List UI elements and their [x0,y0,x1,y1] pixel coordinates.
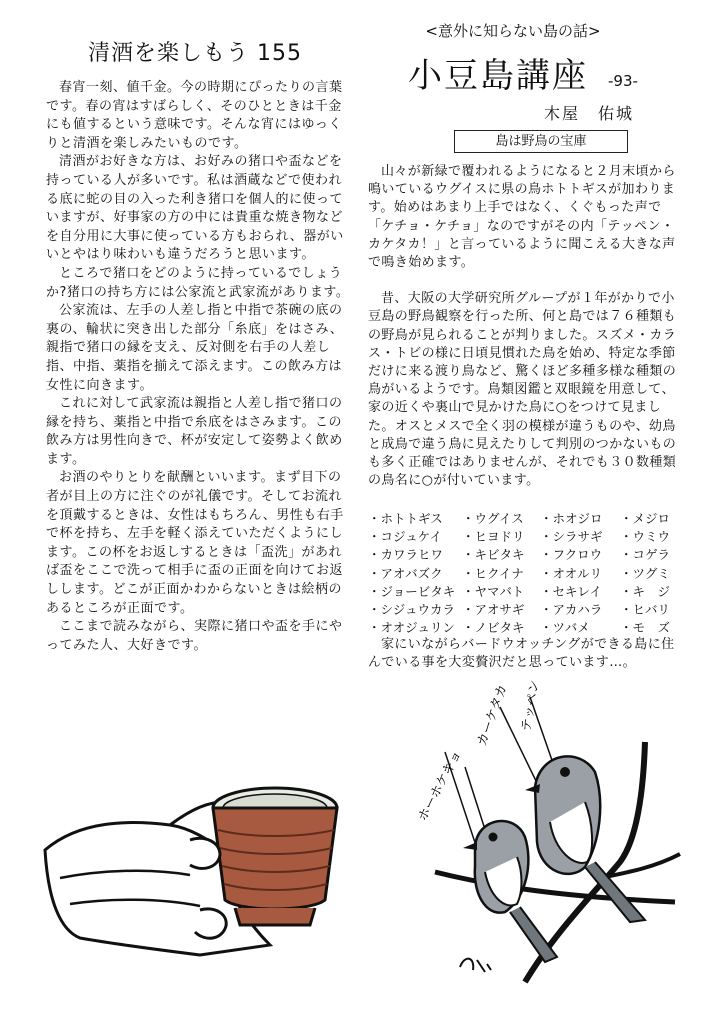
bird-item: ・オオジュリン [368,620,455,636]
bird-item: ・セキレイ [540,583,602,599]
bird-item: ・キビタキ [462,547,525,563]
bird-list [368,510,678,637]
bird-item: ・ツグミ [620,565,670,581]
bird-item: ・ヒバリ [620,602,671,618]
closing-paragraph [368,636,686,672]
subtitle-box: 島は野鳥の宝庫 [454,130,628,153]
bird-call-text: カーケタカ [474,682,511,749]
birds-on-branch-illustration [405,672,690,1002]
bird-call-text: ホーホケキョ [415,747,466,824]
bird-call-text: テッペン [519,678,543,733]
bird-item: ・アオバズク [368,565,443,581]
bird-item: ・モ ズ [620,620,671,636]
bird-item: ・キ ジ [620,583,671,599]
bird-item: ・ツバメ [540,620,590,636]
paragraph: ここまで読みながら、実際に猪口や盃を手にやってみた人、大好きです。 [46,619,343,653]
sake-column-body [46,79,350,655]
series-label: <意外に知らない島の話> [425,22,601,40]
bird-item: ・ホオジロ [540,511,603,526]
bird-item: ・ホトトギス [368,511,443,526]
paragraph: ところで猪口をどのように持っているでしょうか?猪口の持ち方には公家流と武家流があります。 [46,265,350,300]
bird-item: ・ウミウ [620,529,671,545]
sake-cup-hand-illustration [40,780,360,960]
bird-item: ・アカハラ [540,602,603,618]
author-name: 木屋 佑城 [544,104,635,123]
paragraph: 昔、大阪の大学研究所グループが１年がかりで小豆島の野鳥観察を行った所、何と島では７６種類もの野鳥が見られることが判りました。スズメ・カラス・トビの様に日頃見慣れた鳥を始め、特定な季節だけに来る渡り鳥など、驚くほど多種多様な種類の鳥がいるようです。鳥類図鑑と双眼鏡を用意して、家の近くや裏山で見かけた鳥に○をつけて見ました。オスとメスで全く羽の模様が違うものや、幼鳥と成鳥で違う鳥に見えたりして判別のつかないものも多く正確ではありませんが、それでも３０数種類の鳥名に○が付いています。 [368,291,677,489]
bird-item: ・コジュケイ [368,529,442,545]
paragraph: 清酒がお好きな方は、お好みの猪口や盃などを持っている人が多いです。私は酒蔵などで使われる底に蛇の目の入った利き猪口を個人的に使っていますが、好事家の方の中には貴重な焼き物などを自分用に大事に使っている方もおられ、器がいいとやはり味わいも違うだろうと思います。 [46,154,344,263]
bird-item: ・ヤマバト [462,583,525,599]
shodoshima-column-body [368,163,686,490]
sake-column-title: 清酒を楽しもう 155 [88,41,302,66]
bird-item: ・ジョービタキ [368,583,456,599]
paragraph: 春宵一刻、値千金。今の時期にぴったりの言葉です。春の宵はすばらしく、そのひとときは千金にも値するという意味です。そんな宵にはゆっくりと清酒を楽しみたいものです。 [46,80,343,151]
paragraph: 山々が新緑で覆われるようになると２月末頃から鳴いているウグイスに県の鳥ホトトギスが加わります。始めはあまり上手ではなく、くぐもった声で「ケチョ・ケチョ」なのですがその内「テッペン・カケタカ！」と言っているように聞こえる大きな声で鳴き始めます。 [368,164,676,271]
paragraph: これに対して武家流は親指と人差し指で猪口の縁を持ち、薬指と中指で糸底をはさみます。この飲み方は男性向きで、杯が安定して姿勢よく飲めます。 [46,396,343,467]
bird-item: ・ヒクイナ [462,565,524,581]
bird-item: ・シラサギ [540,529,603,545]
bird-item: ・シジュウカラ [368,602,455,618]
paragraph: お酒のやりとりを献酬といいます。まず目下の者が目上の方に注ぐのが礼儀です。そしてお流れを頂戴するときは、女性はもちろん、男性も右手で杯を持ち、左手を軽く添えていただくようにします。この杯をお返しするときは「盃洗」があれば盃をここで洗って相手に盃の正面を向けてお返しします。どこが正面かわからないときは絵柄のあるところが正面です。 [46,470,344,616]
bird-item: ・アオサギ [462,602,525,618]
bird-item: ・オオルリ [540,565,603,581]
paragraph: 公家流は、左手の人差し指と中指で茶碗の底の裏の、輪状に突き出した部分「糸底」をはさみ、親指で猪口の縁を支え、反対側を右手の人差し指、中指、薬指を揃えて添えます。この飲み方は女性に向きます。 [46,303,344,393]
column-title: 小豆島講座 [408,56,588,96]
bird-item: ・ヒヨドリ [462,529,525,545]
paragraph: 家にいながらバードウオッチングができる島に住んでいる事を大変贅沢だと思っています…。 [368,637,675,671]
bird-item: ・フクロウ [540,547,603,563]
issue-number: -93- [608,72,638,90]
bird-item: ・カワラヒワ [368,547,444,563]
bird-item: ・メジロ [620,511,671,526]
bird-item: ・ウグイス [462,511,524,526]
bird-item: ・ノビタキ [462,620,525,636]
bird-item: ・コゲラ [620,547,671,563]
artist-signature-mark [460,959,491,972]
